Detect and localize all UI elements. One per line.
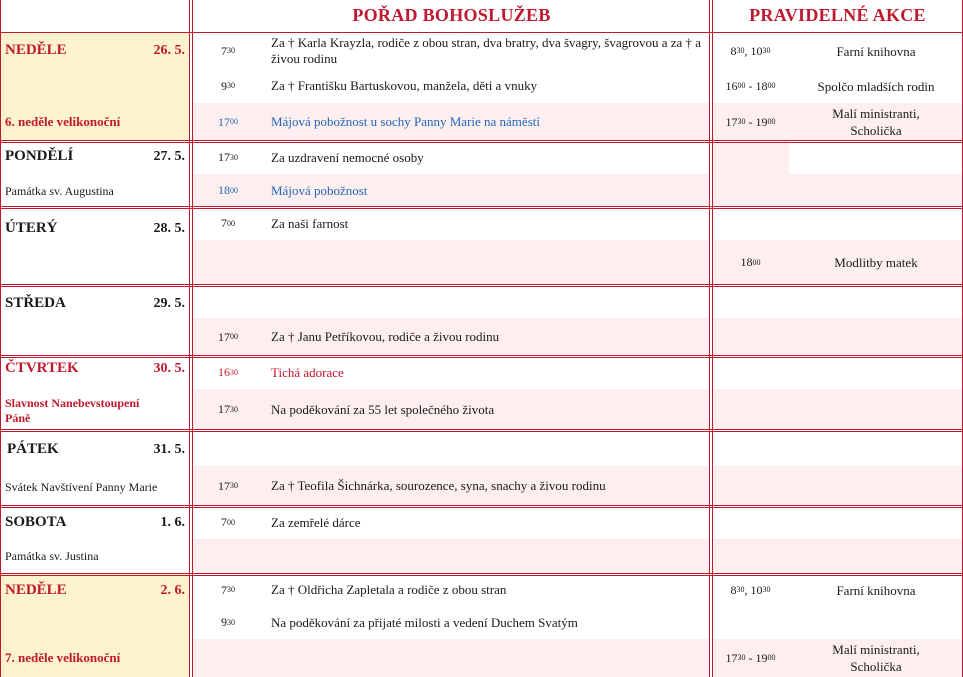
service-empty bbox=[191, 430, 712, 466]
day-name: NEDĚLE bbox=[5, 582, 67, 598]
event-name: Malí ministranti, Scholička bbox=[789, 639, 963, 677]
service-intention: Za naši farnost bbox=[271, 215, 349, 231]
service-time: 9 30 bbox=[221, 615, 235, 629]
grid-line bbox=[0, 142, 963, 143]
day-cell bbox=[0, 574, 191, 677]
event-time: 18 00 bbox=[712, 240, 789, 285]
service-intention: Májová pobožnost u sochy Panny Marie na náměstí bbox=[265, 103, 712, 141]
grid-line bbox=[0, 140, 963, 141]
event-empty bbox=[712, 389, 963, 430]
events-header: PRAVIDELNÉ AKCE bbox=[749, 5, 926, 25]
event-name: Spolčo mladších rodin bbox=[817, 78, 935, 94]
service-time: 17 00 bbox=[191, 318, 265, 356]
service-intention: Za † Teofila Šichnárka, sourozence, syna, snachy a živou rodinu bbox=[265, 466, 712, 506]
event-empty bbox=[712, 466, 963, 506]
service-intention: Za † Janu Petříkovou, rodiče a živou rodinu bbox=[265, 318, 712, 356]
service-time: 7 30 bbox=[221, 43, 235, 58]
day-cell bbox=[0, 33, 191, 141]
service-intention: Za † Oldřicha Zapletala a rodiče z obou stran bbox=[271, 582, 507, 597]
grid-line bbox=[0, 284, 963, 285]
day-cell bbox=[0, 207, 191, 285]
event-name bbox=[789, 141, 963, 174]
day-note: 7. neděle velikonoční bbox=[5, 650, 121, 665]
day-cell bbox=[0, 506, 191, 574]
event-name bbox=[789, 174, 963, 207]
grid-line bbox=[0, 507, 963, 508]
event-time: 17 30 - 19 00 bbox=[712, 103, 789, 141]
day-cell bbox=[0, 430, 191, 506]
day-note: Svátek Navštívení Panny Marie bbox=[5, 480, 158, 494]
event-empty bbox=[712, 318, 963, 356]
event-name: Farní knihovna bbox=[836, 582, 916, 598]
service-intention: Na poděkování za 55 let společného života bbox=[265, 389, 712, 430]
day-name: PÁTEK bbox=[7, 441, 59, 457]
grid-line bbox=[0, 208, 963, 209]
event-empty bbox=[712, 430, 963, 466]
service-time: 7 30 bbox=[221, 582, 235, 597]
grid-line bbox=[0, 357, 963, 358]
event-time: 8 30 , 10 30 bbox=[730, 582, 771, 597]
service-intention: Tichá adorace bbox=[271, 364, 344, 380]
day-date: 2. 6. bbox=[160, 583, 185, 598]
service-intention: Májová pobožnost bbox=[265, 174, 712, 207]
grid-line bbox=[0, 429, 963, 430]
day-date: 30. 5. bbox=[153, 361, 185, 376]
service-intention: Za zemřelé dárce bbox=[271, 514, 361, 530]
event-time: 8 30 , 10 30 bbox=[730, 43, 771, 58]
day-date: 28. 5. bbox=[153, 221, 185, 236]
day-name: STŘEDA bbox=[5, 295, 66, 311]
event-time bbox=[712, 207, 789, 240]
grid-line bbox=[0, 575, 963, 576]
grid-line bbox=[0, 355, 963, 356]
grid-line bbox=[0, 286, 963, 287]
day-name: ÚTERÝ bbox=[5, 220, 58, 236]
service-time: 17 00 bbox=[191, 103, 265, 141]
event-name bbox=[789, 207, 963, 240]
event-empty bbox=[712, 506, 963, 539]
day-note: Slavnost Nanebevstoupení Páně bbox=[5, 396, 140, 425]
grid-line bbox=[0, 573, 963, 574]
header-blank-cell bbox=[0, 0, 191, 33]
schedule-header: POŘAD BOHOSLUŽEB bbox=[352, 5, 551, 25]
service-time: 18 00 bbox=[191, 174, 265, 207]
day-name: SOBOTA bbox=[5, 514, 67, 530]
day-cell bbox=[0, 356, 191, 430]
service-empty bbox=[191, 285, 712, 318]
event-empty bbox=[712, 539, 963, 574]
day-name: NEDĚLE bbox=[5, 42, 67, 58]
event-time: 16 00 - 18 00 bbox=[725, 78, 776, 93]
service-time: 9 30 bbox=[221, 78, 235, 93]
day-name: PONDĚLÍ bbox=[5, 148, 74, 164]
service-time: 7 00 bbox=[221, 216, 235, 230]
service-time: 17 30 bbox=[191, 389, 265, 430]
service-time: 17 30 bbox=[191, 466, 265, 506]
service-intention: Na poděkování za přijaté milosti a vedení Duchem Svatým bbox=[271, 614, 578, 630]
service-intention: Za † Karla Krayzla, rodiče z obou stran, dva bratry, dva švagry, švagrovou a za † a živou rodinu bbox=[271, 35, 702, 66]
service-empty bbox=[191, 539, 712, 574]
event-name: Farní knihovna bbox=[836, 43, 916, 59]
day-name: ČTVRTEK bbox=[5, 360, 79, 376]
day-note: Památka sv. Justina bbox=[5, 549, 99, 563]
event-empty bbox=[712, 606, 963, 639]
event-time: 17 30 - 19 00 bbox=[712, 639, 789, 677]
grid-line bbox=[0, 206, 963, 207]
grid-line bbox=[0, 505, 963, 506]
event-time bbox=[712, 141, 789, 207]
day-cell bbox=[0, 141, 191, 207]
service-time: 16 30 bbox=[218, 365, 238, 379]
day-date: 31. 5. bbox=[153, 442, 185, 457]
day-date: 27. 5. bbox=[153, 149, 185, 164]
service-empty bbox=[191, 639, 712, 677]
grid-line bbox=[0, 32, 963, 33]
day-cell bbox=[0, 285, 191, 356]
service-empty bbox=[191, 240, 712, 285]
service-time: 7 00 bbox=[221, 515, 235, 529]
event-name: Modlitby matek bbox=[789, 240, 963, 285]
day-date: 29. 5. bbox=[153, 296, 185, 311]
service-intention: Za uzdravení nemocné osoby bbox=[271, 149, 424, 165]
day-note: 6. neděle velikonoční bbox=[5, 114, 121, 129]
event-name: Malí ministranti, Scholička bbox=[789, 103, 963, 141]
day-date: 1. 6. bbox=[160, 515, 185, 530]
day-note: Památka sv. Augustina bbox=[5, 184, 114, 198]
event-empty bbox=[712, 356, 963, 389]
service-time: 17 30 bbox=[218, 150, 238, 164]
day-date: 26. 5. bbox=[153, 43, 185, 58]
service-intention: Za † Františku Bartuskovou, manžela, děti a vnuky bbox=[271, 78, 538, 93]
grid-line bbox=[0, 431, 963, 432]
event-empty bbox=[712, 285, 963, 318]
